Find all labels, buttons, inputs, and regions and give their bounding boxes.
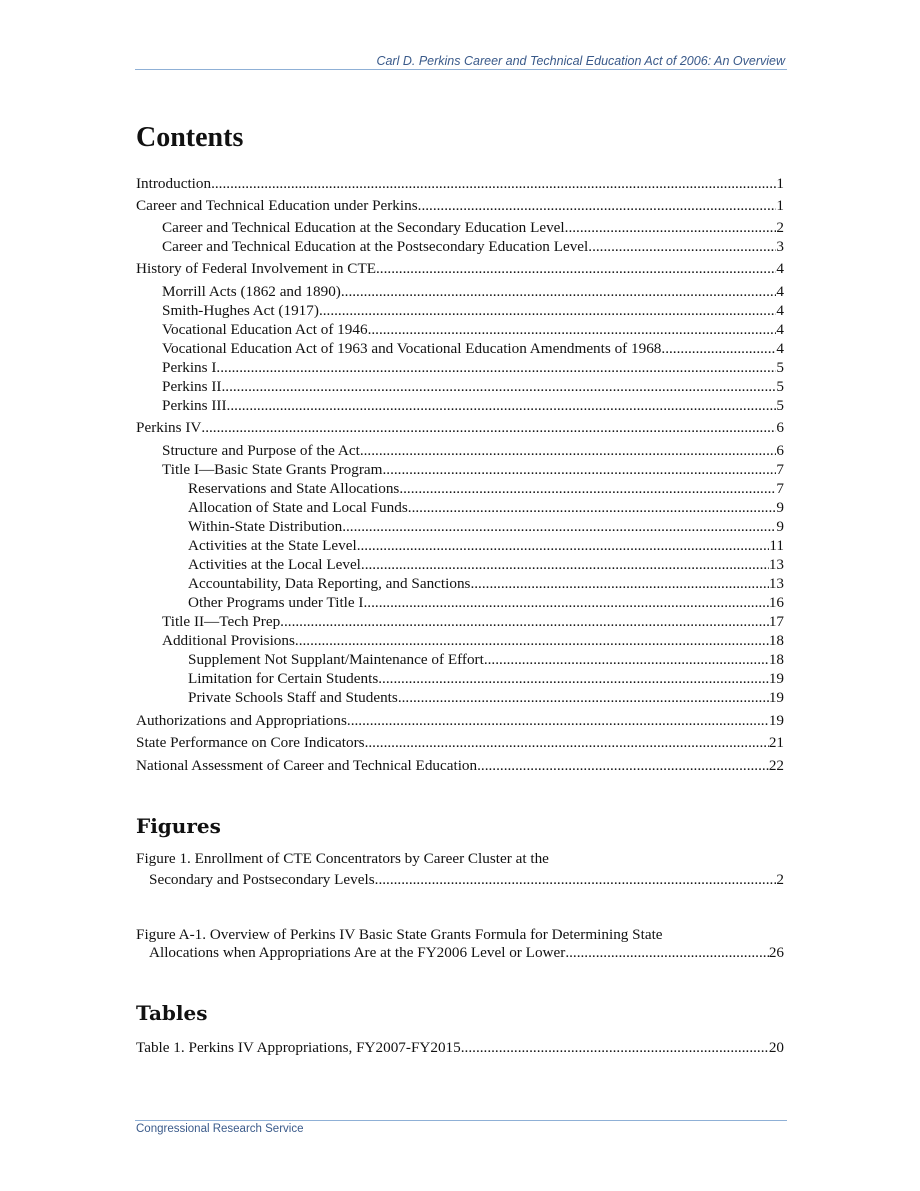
table-entry-label: Table 1. Perkins IV Appropriations, FY2007-FY2015 — [136, 1039, 461, 1056]
toc-entry-label: Smith-Hughes Act (1917) — [162, 302, 319, 319]
contents-heading: Contents — [136, 122, 244, 153]
toc-entry-label: History of Federal Involvement in CTE — [136, 260, 376, 277]
toc-entry-label: Activities at the Local Level — [188, 556, 361, 573]
toc-entry[interactable] — [136, 174, 784, 193]
toc-entry-label: Title I—Basic State Grants Program — [162, 461, 383, 478]
toc-entry-label: Other Programs under Title I — [188, 594, 364, 611]
toc-entry[interactable] — [136, 650, 784, 669]
toc-entry-page: 19 — [768, 712, 784, 729]
toc-entry-page: 9 — [776, 518, 784, 535]
figure-entry-label: Secondary and Postsecondary Levels — [149, 871, 375, 888]
toc-entry-label: Morrill Acts (1862 and 1890) — [162, 283, 341, 300]
toc-entry-page: 22 — [768, 757, 784, 774]
toc-entry-label: Limitation for Certain Students — [188, 670, 379, 687]
running-header-title: Carl D. Perkins Career and Technical Education Act of 2006: An Overview — [376, 54, 785, 68]
toc-entry-page: 5 — [776, 359, 784, 376]
toc-entry[interactable] — [136, 756, 784, 775]
toc-entry-label: Introduction — [136, 175, 212, 192]
toc-entry[interactable] — [136, 377, 784, 396]
toc-entry[interactable] — [136, 631, 784, 650]
toc-entry-page: 19 — [768, 670, 784, 687]
toc-entry-label: Vocational Education Act of 1963 and Vocational Education Amendments of 1968 — [162, 340, 662, 357]
toc-entry-label: Authorizations and Appropriations — [136, 712, 347, 729]
figure-entry-label: Allocations when Appropriations Are at the FY2006 Level or Lower — [149, 944, 566, 961]
toc-entry-label: Accountability, Data Reporting, and Sanctions — [188, 575, 471, 592]
toc-entry[interactable] — [136, 339, 784, 358]
toc-entry-label: National Assessment of Career and Technical Education — [136, 757, 478, 774]
toc-entry-page: 21 — [768, 734, 784, 751]
figure-entry-title[interactable]: Figure 1. Enrollment of CTE Concentrators by Career Cluster at the — [136, 850, 549, 867]
toc-entry-label: State Performance on Core Indicators — [136, 734, 365, 751]
figure-entry-page: 2 — [776, 871, 784, 888]
toc-entry-page: 3 — [776, 238, 784, 255]
toc-entry-page: 2 — [776, 219, 784, 236]
toc-entry-page: 7 — [776, 480, 784, 497]
toc-entry-page: 18 — [768, 651, 784, 668]
toc-entry-page: 19 — [768, 689, 784, 706]
table-entry-page: 20 — [768, 1039, 784, 1056]
toc-entry-page: 5 — [776, 397, 784, 414]
toc-entry-label: Perkins II — [162, 378, 222, 395]
toc-entry-label: Additional Provisions — [162, 632, 295, 649]
toc-entry[interactable] — [136, 733, 784, 752]
toc-entry[interactable] — [136, 612, 784, 631]
toc-entry-page: 4 — [776, 321, 784, 338]
toc-entry-label: Allocation of State and Local Funds — [188, 499, 408, 516]
toc-entry-label: Title II—Tech Prep — [162, 613, 281, 630]
toc-entry[interactable] — [136, 237, 784, 256]
toc-entry[interactable] — [136, 460, 784, 479]
toc-entry-page: 4 — [776, 340, 784, 357]
toc-entry[interactable] — [136, 418, 784, 437]
toc-entry[interactable] — [136, 282, 784, 301]
toc-entry-page: 16 — [768, 594, 784, 611]
toc-entry[interactable] — [136, 218, 784, 237]
toc-entry-label: Reservations and State Allocations — [188, 480, 400, 497]
toc-entry-page: 6 — [776, 419, 784, 436]
toc-entry-page: 5 — [776, 378, 784, 395]
footer-publisher: Congressional Research Service — [136, 1123, 304, 1135]
footer-rule — [135, 1120, 787, 1121]
toc-entry-label: Activities at the State Level — [188, 537, 357, 554]
toc-entry-page: 4 — [776, 260, 784, 277]
toc-entry[interactable] — [136, 688, 784, 707]
toc-entry-label: Private Schools Staff and Students — [188, 689, 398, 706]
toc-entry-page: 9 — [776, 499, 784, 516]
toc-entry-page: 6 — [776, 442, 784, 459]
toc-entry-label: Structure and Purpose of the Act — [162, 442, 360, 459]
header-rule — [135, 69, 787, 70]
toc-entry[interactable] — [136, 301, 784, 320]
toc-entry-page: 4 — [776, 302, 784, 319]
toc-entry-page: 18 — [768, 632, 784, 649]
figure-entry[interactable] — [136, 870, 784, 889]
toc-entry-label: Career and Technical Education under Perkins — [136, 197, 418, 214]
toc-entry-label: Vocational Education Act of 1946 — [162, 321, 368, 338]
table-entry[interactable] — [136, 1038, 784, 1057]
toc-entry[interactable] — [136, 320, 784, 339]
toc-entry[interactable] — [136, 259, 784, 278]
toc-entry-page: 17 — [768, 613, 784, 630]
toc-entry-page: 13 — [768, 556, 784, 573]
figures-heading: Figures — [136, 814, 221, 838]
toc-entry[interactable] — [136, 669, 784, 688]
toc-entry[interactable] — [136, 479, 784, 498]
toc-entry[interactable] — [136, 555, 784, 574]
figure-entry[interactable] — [136, 943, 784, 962]
toc-entry-page: 13 — [768, 575, 784, 592]
toc-entry-page: 11 — [769, 537, 784, 554]
toc-entry[interactable] — [136, 593, 784, 612]
toc-entry-label: Within-State Distribution — [188, 518, 343, 535]
toc-entry-label: Career and Technical Education at the Secondary Education Level — [162, 219, 565, 236]
toc-entry-label: Career and Technical Education at the Postsecondary Education Level — [162, 238, 589, 255]
toc-entry[interactable] — [136, 536, 784, 555]
toc-entry[interactable] — [136, 711, 784, 730]
figure-entry-title[interactable]: Figure A-1. Overview of Perkins IV Basic State Grants Formula for Determining State — [136, 926, 663, 943]
toc-entry-page: 4 — [776, 283, 784, 300]
toc-entry[interactable] — [136, 396, 784, 415]
toc-entry-label: Perkins I — [162, 359, 217, 376]
toc-entry[interactable] — [136, 196, 784, 215]
toc-entry[interactable] — [136, 441, 784, 460]
toc-entry[interactable] — [136, 358, 784, 377]
toc-entry-page: 7 — [776, 461, 784, 478]
toc-entry-page: 1 — [776, 175, 784, 192]
toc-entry-label: Perkins III — [162, 397, 227, 414]
toc-entry[interactable] — [136, 574, 784, 593]
toc-entry[interactable] — [136, 498, 784, 517]
toc-entry-page: 1 — [776, 197, 784, 214]
figure-entry-page: 26 — [768, 944, 784, 961]
tables-heading: Tables — [136, 1001, 208, 1025]
toc-entry-label: Perkins IV — [136, 419, 202, 436]
toc-entry[interactable] — [136, 517, 784, 536]
toc-entry-label: Supplement Not Supplant/Maintenance of Effort — [188, 651, 484, 668]
